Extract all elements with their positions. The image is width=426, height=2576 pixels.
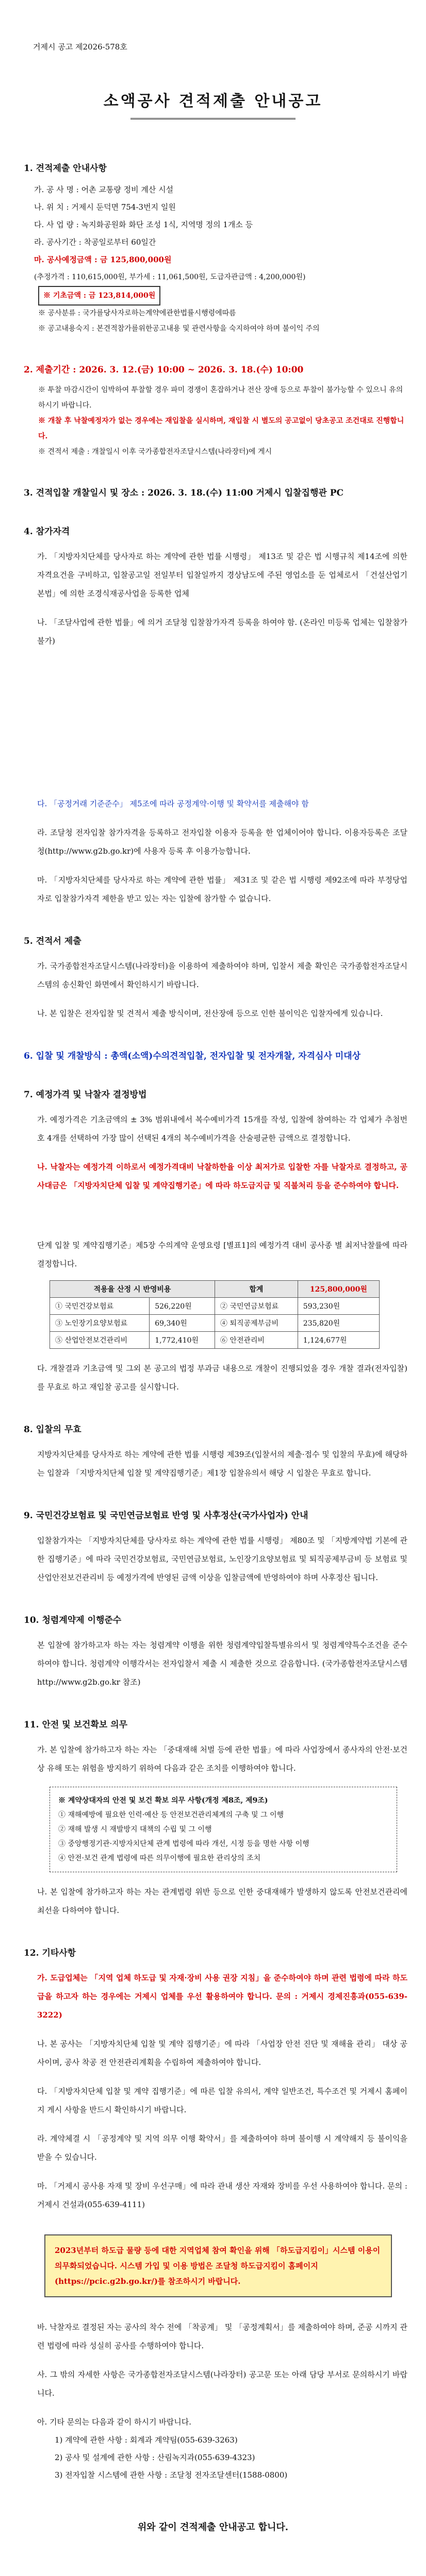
section-heading: 4. 참가자격: [24, 527, 70, 537]
award-para-b: [37, 1158, 407, 1195]
item-budget: [34, 251, 407, 268]
section-safety: [19, 1717, 407, 1920]
section-heading: [24, 362, 407, 375]
budget-amount: 마. 공사예정금액 : 금 125,800,000원: [34, 255, 172, 264]
table-cell: ③ 노인장기요양보험료: [50, 1315, 150, 1332]
table-cell: 593,230원: [298, 1298, 379, 1315]
table-cell: ① 국민건강보험료: [50, 1298, 150, 1315]
section-heading: 3. 견적입찰 개찰일시 및 장소 : 2026. 3. 18.(수) 11:00 거제시 입찰집행관 PC: [24, 488, 344, 498]
note-timing: ※ 투찰 마감시간이 임박하여 투찰할 경우 파미 경쟁이 혼잡하거나 전산 장애 등으로 투찰이 불가능할 수 있으니 유의하시기 바랍니다.: [38, 386, 403, 410]
submission-period: 2. 제출기간 : 2026. 3. 12.(금) 10:00 ~ 2026. 3. 18.(수) 10:00: [24, 365, 304, 375]
invalid-para: 지방자치단체를 당사자로 하는 계약에 관한 법률 시행령 제39조(입찰서의 제출·접수 및 입찰의 무효)에 해당하는 입찰과 「지방자치단체 입찰 및 계약집행기준」제1장 입찰유의서 해당 시 입찰은 무효로 합니다.: [37, 1450, 407, 1478]
pledge-text: 다. 「공정거래 기준준수」 제5조에 따라 공정계약·이행 및 확약서를 제출해야 함: [37, 799, 309, 808]
item-scope: 다. 사 업 량 : 녹지화공원화 화단 조성 1식, 지역명 정의 1개소 등: [34, 220, 253, 229]
award-para-a: 가. 예정가격은 기초금액의 ± 3% 범위내에서 복수예비가격 15개를 작성, 입찰에 참여하는 각 업체가 추첨번호 4개를 선택하여 가장 많이 선택된 4개의 복수예비가격을 산술평균한 금액으로 결정합니다.: [37, 1115, 407, 1143]
misc-para-f: 바. 낙찰자로 결정된 자는 공사의 착수 전에 「착공계」 및 「공정계획서」를 제출하여야 하며, 준공 시까지 관련 법령에 따라 성실히 공사를 수행하여야 합니다.: [37, 2323, 407, 2350]
base-amount-note: [38, 286, 407, 306]
table-header-sum: 합계: [215, 1281, 298, 1298]
insurance-para: 입찰참가자는 「지방자치단체를 당사자로 하는 계약에 관한 법률 시행령」 제80조 및 「지방계약법 기본에 관한 집행기준」에 따라 국민건강보험료, 국민연금보험료, 노인장기요양보험료 및 퇴직공제부금비 등 보험료 및 산업안전보건관리비 등 예정가격에 반영된 금액 이상을 입찰금액에 반영하여야 하며 사후정산 됩니다.: [37, 1536, 407, 1582]
contact-contract: 1) 계약에 관한 사항 : 회계과 계약팀(055-639-3263): [55, 2435, 238, 2445]
section-heading: 12. 기타사항: [24, 1948, 76, 1958]
misc-para-a: [37, 1969, 407, 2024]
section-insurance: [19, 1508, 407, 1587]
table-row: [50, 1315, 380, 1332]
submission-para-b: 나. 본 입찰은 전자입찰 및 견적서 제출 방식이며, 전산장애 등으로 인한 불이익은 입찰자에게 있습니다.: [37, 1009, 383, 1018]
section-misc: [19, 1945, 407, 2484]
misc-para-g: 사. 그 밖의 자세한 사항은 국가종합전자조달시스템(나라장터) 공고문 또는 아래 담당 부서로 문의하시기 바랍니다.: [37, 2370, 407, 2398]
section-method: [19, 1048, 407, 1061]
budget-breakdown: (추정가격 : 110,615,000원, 부가세 : 11,061,500원, 도급자관급액 : 4,200,000원): [34, 273, 306, 281]
item-project-name: 가. 공 사 명 : 어촌 교통량 정비 계산 시설: [34, 185, 174, 194]
table-row: [50, 1298, 380, 1315]
item-period: 라. 공사기간 : 착공일로부터 60일간: [34, 238, 156, 247]
closing-statement: 위와 같이 견적제출 안내공고 합니다.: [137, 2522, 289, 2533]
section-heading: 8. 입찰의 무효: [24, 1425, 81, 1435]
misc-para-e: 마. 「거제시 공사용 자재 및 장비 우선구매」에 따라 관내 생산 자재와 장비를 우선 사용하여야 합니다. 문의 : 거제시 건설과(055-639-4111): [37, 2181, 407, 2209]
note-rebid: ※ 개찰 후 낙찰예정자가 없는 경우에는 재입찰을 실시하며, 재입찰 시 별도의 공고없이 당초공고 조건대로 진행합니다.: [38, 417, 404, 440]
table-cell: ⑤ 산업안전보건관리비: [50, 1332, 150, 1349]
section-heading: 1. 견적제출 안내사항: [24, 163, 107, 174]
item-location: 나. 위 치 : 거제시 둔덕면 754-3번지 일원: [34, 202, 176, 212]
submission-para-a: 가. 국가종합전자조달시스템(나라장터)을 이용하여 제출하여야 하며, 입찰서 제출 확인은 국가종합전자조달시스템의 송신확인 화면에서 확인하시기 바랍니다.: [37, 961, 407, 989]
misc-para-h: 아. 기타 문의는 다음과 같이 하시기 바랍니다.: [37, 2417, 191, 2427]
subcontract-system-notice: [44, 2234, 392, 2297]
section-heading: [24, 1048, 407, 1061]
safety-box-line: ③ 중앙행정기관·지방자치단체 관계 법령에 따라 개선, 시정 등을 명한 사항 이행: [58, 1840, 309, 1848]
spacer: [19, 650, 407, 784]
safety-box-line: ① 재해예방에 필요한 인력·예산 등 안전보건관리체계의 구축 및 그 이행: [58, 1811, 284, 1819]
eligibility-para-a: 가. 「지방자치단체를 당사자로 하는 계약에 관한 법률 시행령」 제13조 및 같은 법 시행규칙 제14조에 의한 자격요건을 구비하고, 입찰공고일 전일부터 입찰일까지 경상남도에 주된 영업소를 둔 업체로서 「건설산업기본법」에 의한 조경식재공사업을 등록한 업체: [37, 552, 407, 598]
section-heading: 10. 청렴계약제 이행준수: [24, 1615, 122, 1625]
safety-duty-box: [50, 1787, 397, 1872]
section-heading: 7. 예정가격 및 낙찰자 결정방법: [24, 1090, 147, 1100]
misc-para-b: 나. 본 공사는 「지방자치단체 입찰 및 계약 집행기준」에 따라 「사업장 안전 진단 및 재해율 관리」 대상 공사이며, 공사 착공 전 안전관리계획을 수립하여 제출하여야 합니다.: [37, 2039, 407, 2067]
table-caption: 단계 입찰 및 계약집행기준」제5장 수의계약 운영요령 [별표1]의 예정가격 대비 공사종 별 최저낙찰률에 따라 결정합니다.: [37, 1241, 407, 1268]
section-opening: [19, 485, 407, 498]
cost-table: [50, 1280, 380, 1349]
table-header-label: 적용율 산정 시 반영비용: [50, 1281, 215, 1298]
section-award: [19, 1087, 407, 1396]
section-invalid: [19, 1422, 407, 1482]
eligibility-para-d: 라. 조달청 전자입찰 참가자격을 등록하고 전자입찰 이용자 등록을 한 업체이어야 합니다. 이용자등록은 조달청(http://www.g2b.go.kr)에 사용자 등록 후 이용가능합니다.: [37, 828, 407, 856]
section-heading: 9. 국민건강보험료 및 국민연금보험료 반영 및 사후정산(국가사업자) 안내: [24, 1511, 308, 1521]
note-category: ※ 공사분류 : 국가를당사자로하는계약에관한법률시행령에따름: [38, 309, 236, 317]
eligibility-para-c: [37, 794, 407, 813]
safety-box-line: ② 재해 발생 시 재발방지 대책의 수립 및 그 이행: [58, 1825, 212, 1834]
notice-number: 거제시 공고 제2026-578호: [33, 42, 127, 52]
table-row: [50, 1332, 380, 1349]
table-cell: ② 국민연금보험료: [215, 1298, 298, 1315]
table-cell: ⑥ 안전관리비: [215, 1332, 298, 1349]
section-heading: 11. 안전 및 보건확보 의무: [24, 1720, 128, 1730]
section-submission: [19, 934, 407, 1023]
base-amount-box: ※ 기초금액 : 금 123,814,000원: [38, 286, 160, 306]
bid-method: 6. 입찰 및 개찰방식 : 총액(소액)수의견적입찰, 전자입찰 및 전자개찰, 자격심사 미대상: [24, 1051, 361, 1061]
integrity-para: 본 입찰에 참가하고자 하는 자는 청렴계약 이행을 위한 청렴계약입찰특별유의서 및 청렴계약특수조건을 준수하여야 합니다. 청렴계약 이행각서는 전자입찰서 제출 시 제출한 것으로 갈음합니다. (국가종합전자조달시스템 http://www.g2b.go.kr 참조): [37, 1640, 407, 1687]
safety-para-a: 가. 본 입찰에 참가하고자 하는 자는 「중대재해 처벌 등에 관한 법률」에 따라 사업장에서 종사자의 안전·보건상 유해 또는 위험을 방지하기 위하여 다음과 같은 조치를 이행하여야 합니다.: [37, 1745, 407, 1773]
contact-system: 3) 전자입찰 시스템에 관한 사항 : 조달청 전자조달센터(1588-0800): [55, 2470, 288, 2480]
safety-para-b: 나. 본 입찰에 참가하고자 하는 자는 관계법령 위반 등으로 인한 중대재해가 발생하지 않도록 안전보건관리에 최선을 다하여야 합니다.: [37, 1887, 407, 1915]
subcontract-rule: 가. 도급업체는 「지역 업체 하도급 및 자재·장비 사용 권장 지침」을 준수하여야 하며 관련 법령에 따라 하도급을 하고자 하는 경우에는 거제시 업체를 우선 활용하여야 합니다. 문의 : 거제시 경제진흥과(055-639-3222): [37, 1973, 407, 2020]
table-cell: 1,772,410원: [150, 1332, 215, 1349]
table-header-row: [50, 1281, 380, 1298]
table-cell: 1,124,677원: [298, 1332, 379, 1349]
table-cell: ④ 퇴직공제부금비: [215, 1315, 298, 1332]
notice-text: 2023년부터 하도급 물량 등에 대한 지역업체 참여 확인을 위해 「하도급지킴이」시스템 이용이 의무화되었습니다. 시스템 가입 및 이용 방법은 조달청 하도급지킴이 홈페이지(https://pcic.g2b.go.kr/)를 참조하시기 바랍니다.: [55, 2246, 381, 2286]
contact-design: 2) 공사 및 설계에 관한 사항 : 산림녹지과(055-639-4323): [55, 2453, 255, 2462]
section-eligibility: [19, 524, 407, 908]
table-header-total: 125,800,000원: [298, 1281, 379, 1298]
safety-box-title: ※ 계약상대자의 안전 및 보건 확보 의무 사항(개정 제8조, 제9조): [58, 1797, 268, 1805]
section-integrity: [19, 1613, 407, 1691]
section-period: [19, 362, 407, 460]
note-posting: ※ 견적서 제출 : 개찰일시 이후 국가종합전자조달시스템(나라장터)에 게시: [38, 448, 272, 456]
title-divider: [130, 118, 296, 120]
table-cell: 69,340원: [150, 1315, 215, 1332]
note-caution: ※ 공고내용숙지 : 본견적참가를위한공고내용 및 관련사항을 숙지하여야 하며 불이익 주의: [38, 325, 320, 333]
section-heading: 5. 견적서 제출: [24, 936, 81, 946]
table-cell: 235,820원: [298, 1315, 379, 1332]
page-title: 소액공사 견적제출 안내공고: [103, 92, 323, 110]
misc-para-c: 다. 「지방자치단체 입찰 및 계약 집행기준」에 따른 입찰 유의서, 계약 일반조건, 특수조건 및 거제시 홈페이지 게시 사항을 반드시 확인하시기 바랍니다.: [37, 2087, 407, 2114]
eligibility-para-e: 마. 「지방자치단체를 당사자로 하는 계약에 관한 법률」 제31조 및 같은 법 시행령 제92조에 따라 부정당업자로 입찰참가자격 제한을 받고 있는 자는 입찰에 참가할 수 없습니다.: [37, 875, 407, 903]
award-para-c: 다. 개찰결과 기초금액 및 그외 본 공고의 법정 부과금 내용으로 개찰이 진행되었을 경우 개찰 결과(전자입찰)를 무효로 하고 재입찰 공고를 실시합니다.: [37, 1364, 407, 1392]
award-rule: 나. 낙찰자는 예정가격 이하로서 예정가격대비 낙찰하한율 이상 최저가로 입찰한 자를 낙찰자로 결정하고, 공사대금은 「지방자치단체 입찰 및 계약집행기준」에 따라 하도급지급 및 직불처리 등을 준수하여야 합니다.: [37, 1162, 407, 1190]
section-guidance: [19, 161, 407, 336]
misc-para-d: 라. 계약체결 시 「공정계약 및 지역 의무 이행 확약서」를 제출하여야 하며 불이행 시 계약해지 등 불이익을 받을 수 있습니다.: [37, 2134, 407, 2162]
table-cell: 526,220원: [150, 1298, 215, 1315]
eligibility-para-b: 나. 「조달사업에 관한 법률」에 의거 조달청 입찰참가자격 등록을 하여야 함. (온라인 미등록 업체는 입찰참가 불가): [37, 618, 407, 646]
safety-box-line: ④ 안전·보건 관계 법령에 따른 의무이행에 필요한 관리상의 조치: [58, 1854, 261, 1862]
